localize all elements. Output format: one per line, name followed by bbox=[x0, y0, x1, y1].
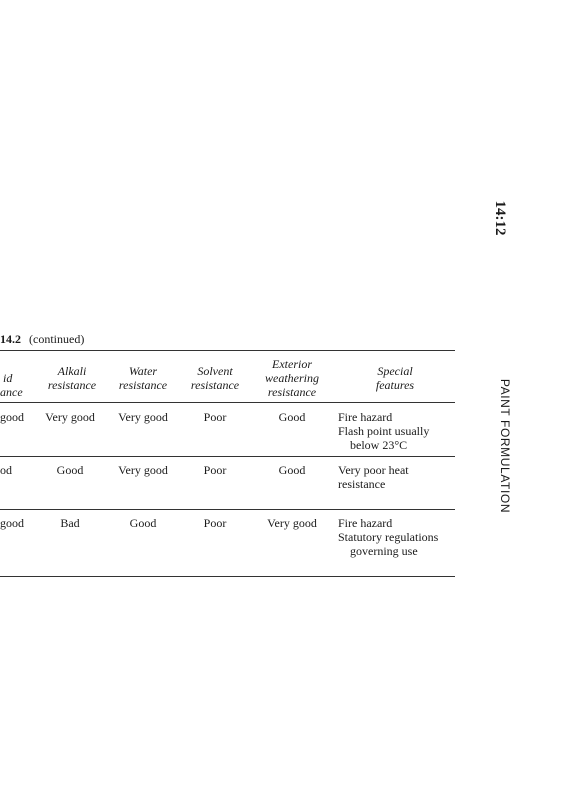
header-water-resistance: Water resistance bbox=[118, 364, 168, 392]
header-alkali-resistance: Alkali resistance bbox=[47, 364, 97, 392]
table-bottom-rule bbox=[0, 576, 455, 577]
page-number: 14:12 bbox=[492, 200, 508, 236]
cell-water: Very good bbox=[118, 410, 168, 424]
cell-features: Fire hazard Statutory regulations governing use bbox=[338, 516, 439, 558]
cell-acid: good bbox=[0, 410, 24, 424]
cell-features: Fire hazard Flash point usually below 23°C bbox=[338, 410, 430, 452]
table-number: 14.2 bbox=[0, 332, 21, 346]
cell-solvent: Poor bbox=[203, 516, 227, 530]
table-header-rule bbox=[0, 402, 455, 403]
table-row-rule bbox=[0, 509, 455, 510]
cell-water: Very good bbox=[118, 463, 168, 477]
cell-water: Good bbox=[129, 516, 157, 530]
table-caption bbox=[0, 332, 84, 347]
cell-exterior: Good bbox=[278, 463, 306, 477]
cell-exterior: Good bbox=[278, 410, 306, 424]
cell-solvent: Poor bbox=[203, 463, 227, 477]
table-continued-label: (continued) bbox=[29, 332, 85, 346]
header-special-features: Special features bbox=[375, 364, 415, 392]
running-head: PAINT FORMULATION bbox=[498, 378, 512, 514]
cell-alkali: Very good bbox=[45, 410, 95, 424]
table-top-rule bbox=[0, 350, 455, 351]
table-row-rule bbox=[0, 456, 455, 457]
cell-alkali: Bad bbox=[60, 516, 80, 530]
header-solvent-resistance: Solvent resistance bbox=[190, 364, 240, 392]
header-acid-resistance: id ance bbox=[0, 371, 23, 399]
cell-alkali: Good bbox=[56, 463, 84, 477]
cell-acid: good bbox=[0, 516, 24, 530]
cell-solvent: Poor bbox=[203, 410, 227, 424]
cell-features: Very poor heat resistance bbox=[338, 463, 409, 491]
cell-acid: od bbox=[0, 463, 12, 477]
header-exterior-weathering-resistance: Exterior weathering resistance bbox=[265, 357, 319, 399]
cell-exterior: Very good bbox=[267, 516, 317, 530]
